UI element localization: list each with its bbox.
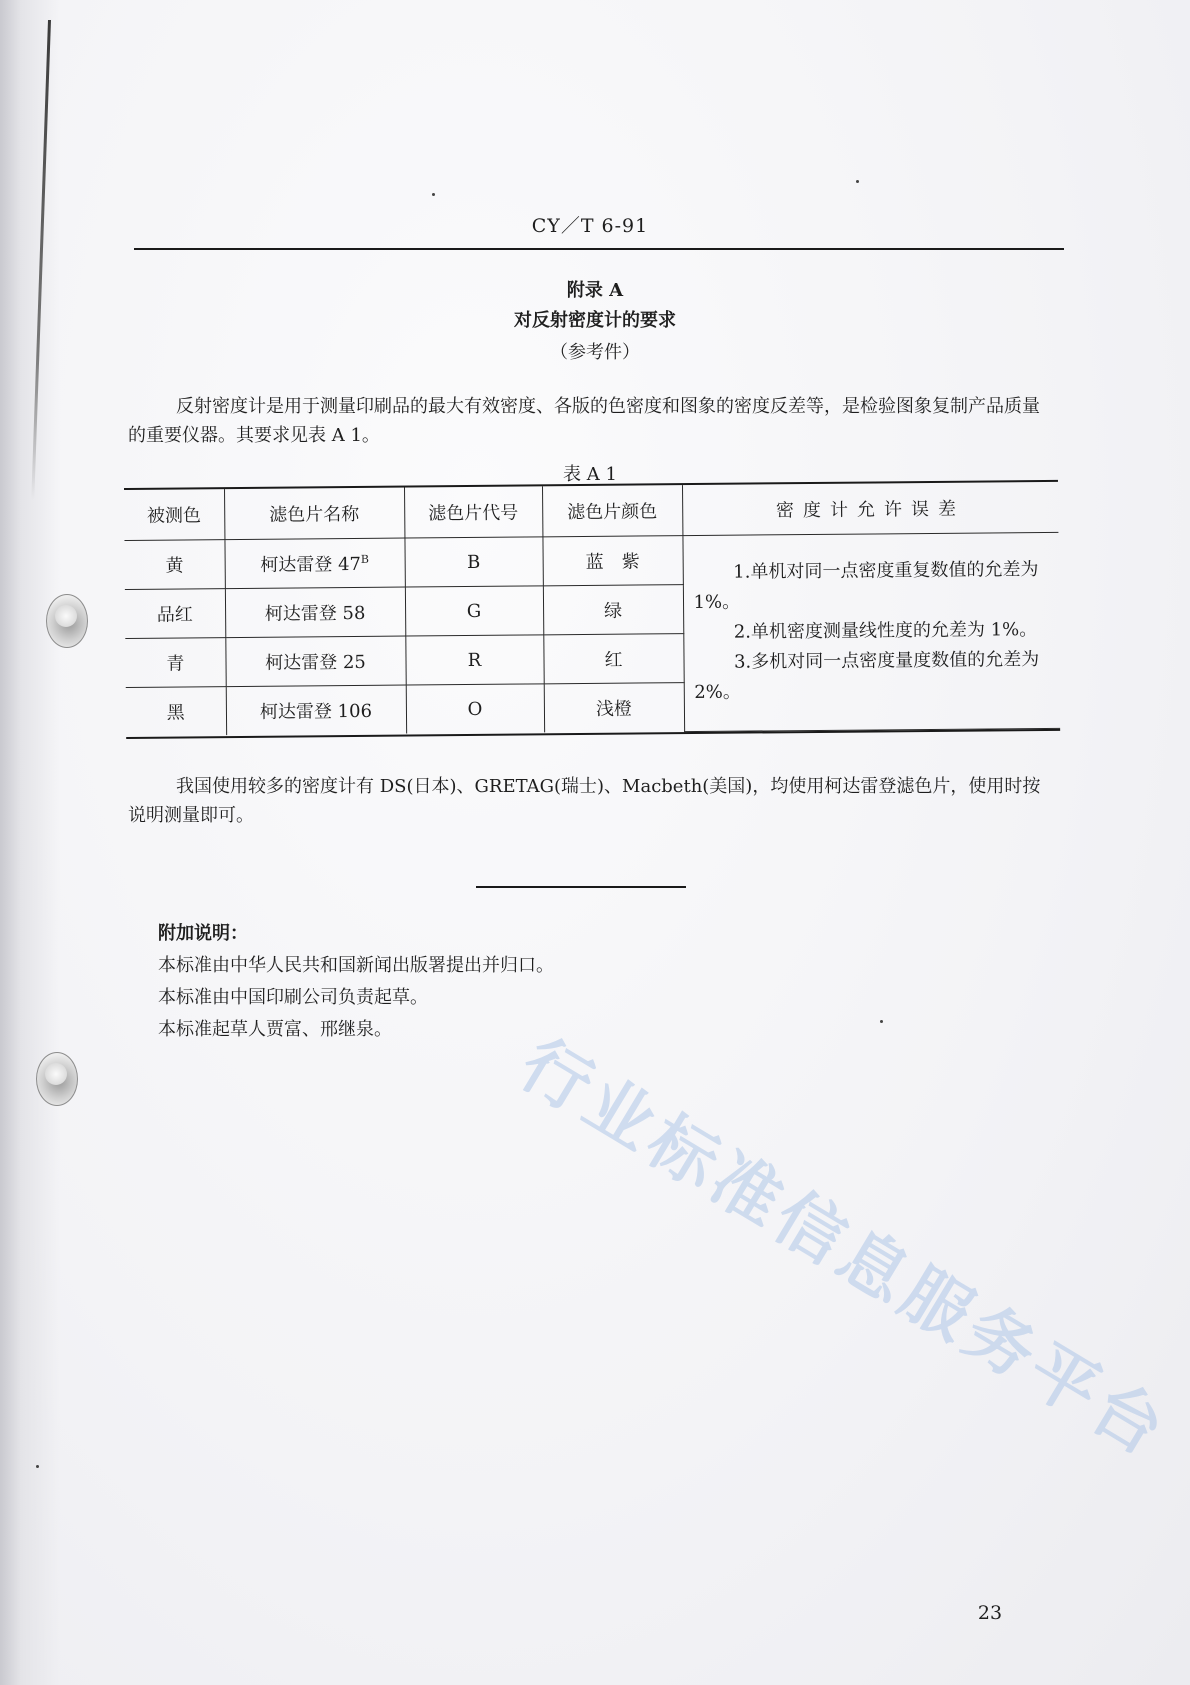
intro-paragraph: 反射密度计是用于测量印刷品的最大有效密度、各版的色密度和图象的密度反差等，是检验图象复制产品质量的重要仪器。其要求见表 A 1。 xyxy=(128,396,1040,446)
table-header-row xyxy=(124,482,1058,541)
appendix-note: （参考件） xyxy=(550,342,640,363)
punch-hole-top xyxy=(46,594,88,648)
cell-measured-color: 品红 xyxy=(125,589,225,639)
cell-filter-color: 绿 xyxy=(543,585,683,635)
additional-note-line: 本标准由中国印刷公司负责起草。 xyxy=(158,987,428,1008)
additional-note-line: 本标准起草人贾富、邢继泉。 xyxy=(158,1019,392,1040)
additional-notes-heading: 附加说明： xyxy=(158,923,248,944)
tolerance-item: 1.单机对同一点密度重复数值的允差为 1%。 xyxy=(693,559,1039,614)
section-divider xyxy=(476,886,686,888)
scan-speck xyxy=(880,1020,883,1023)
cell-filter-name: 柯达雷登 58 xyxy=(225,587,405,638)
scan-speck xyxy=(856,180,859,183)
cell-filter-color: 浅橙 xyxy=(544,683,684,733)
density-table xyxy=(124,480,1060,739)
tolerance-item: 3.多机对同一点密度量度数值的允差为 2%。 xyxy=(694,649,1040,704)
appendix-title: 对反射密度计的要求 xyxy=(514,310,676,331)
additional-notes xyxy=(158,918,858,1046)
scan-speck xyxy=(432,193,435,196)
cell-filter-code: O xyxy=(406,684,544,734)
tolerance-item: 2.单机密度测量线性度的允差为 1%。 xyxy=(733,619,1038,643)
paper-left-edge-shadow xyxy=(0,0,60,1685)
filter-name-text: 柯达雷登 47 xyxy=(260,553,362,576)
cell-filter-name: 柯达雷登 106 xyxy=(226,685,406,735)
filter-name-superscript: B xyxy=(360,552,370,566)
cell-measured-color: 黄 xyxy=(124,540,224,590)
densitometer-paragraph: 我国使用较多的密度计有 DS(日本)、GRETAG(瑞士)、Macbeth(美国)，均使用柯达雷登滤色片，使用时按说明测量即可。 xyxy=(128,776,1041,826)
appendix-label: 附录 A xyxy=(566,280,624,301)
additional-note-line: 本标准由中华人民共和国新闻出版署提出并归口。 xyxy=(158,955,554,976)
table-row xyxy=(124,532,1058,589)
watermark-text: 行业标准信息服务平台 xyxy=(506,1024,1182,1474)
header-rule xyxy=(134,248,1064,250)
column-header-measured-color: 被测色 xyxy=(124,489,224,540)
cell-filter-code: R xyxy=(405,635,543,685)
column-header-filter-color: 滤色片颜色 xyxy=(542,485,682,537)
cell-filter-name: 柯达雷登 25 xyxy=(225,636,405,687)
cell-filter-color: 红 xyxy=(543,634,683,684)
page-number: 23 xyxy=(977,1602,1003,1624)
standard-code: CY／T 6-91 xyxy=(531,215,649,237)
cell-filter-code: B xyxy=(404,537,542,587)
column-header-tolerance: 密度计允许误差 xyxy=(682,482,1058,536)
cell-tolerance-requirements xyxy=(682,532,1060,731)
table-caption: 表 A 1 xyxy=(563,464,617,485)
cell-filter-code: G xyxy=(405,586,543,636)
punch-hole-bottom xyxy=(36,1052,78,1106)
column-header-filter-code: 滤色片代号 xyxy=(404,486,542,538)
scan-speck xyxy=(36,1465,39,1468)
cell-filter-color: 蓝 紫 xyxy=(542,536,682,586)
cell-measured-color: 青 xyxy=(125,638,225,688)
cell-filter-name xyxy=(224,538,404,589)
cell-measured-color: 黑 xyxy=(126,687,226,736)
column-header-filter-name: 滤色片名称 xyxy=(224,488,404,540)
